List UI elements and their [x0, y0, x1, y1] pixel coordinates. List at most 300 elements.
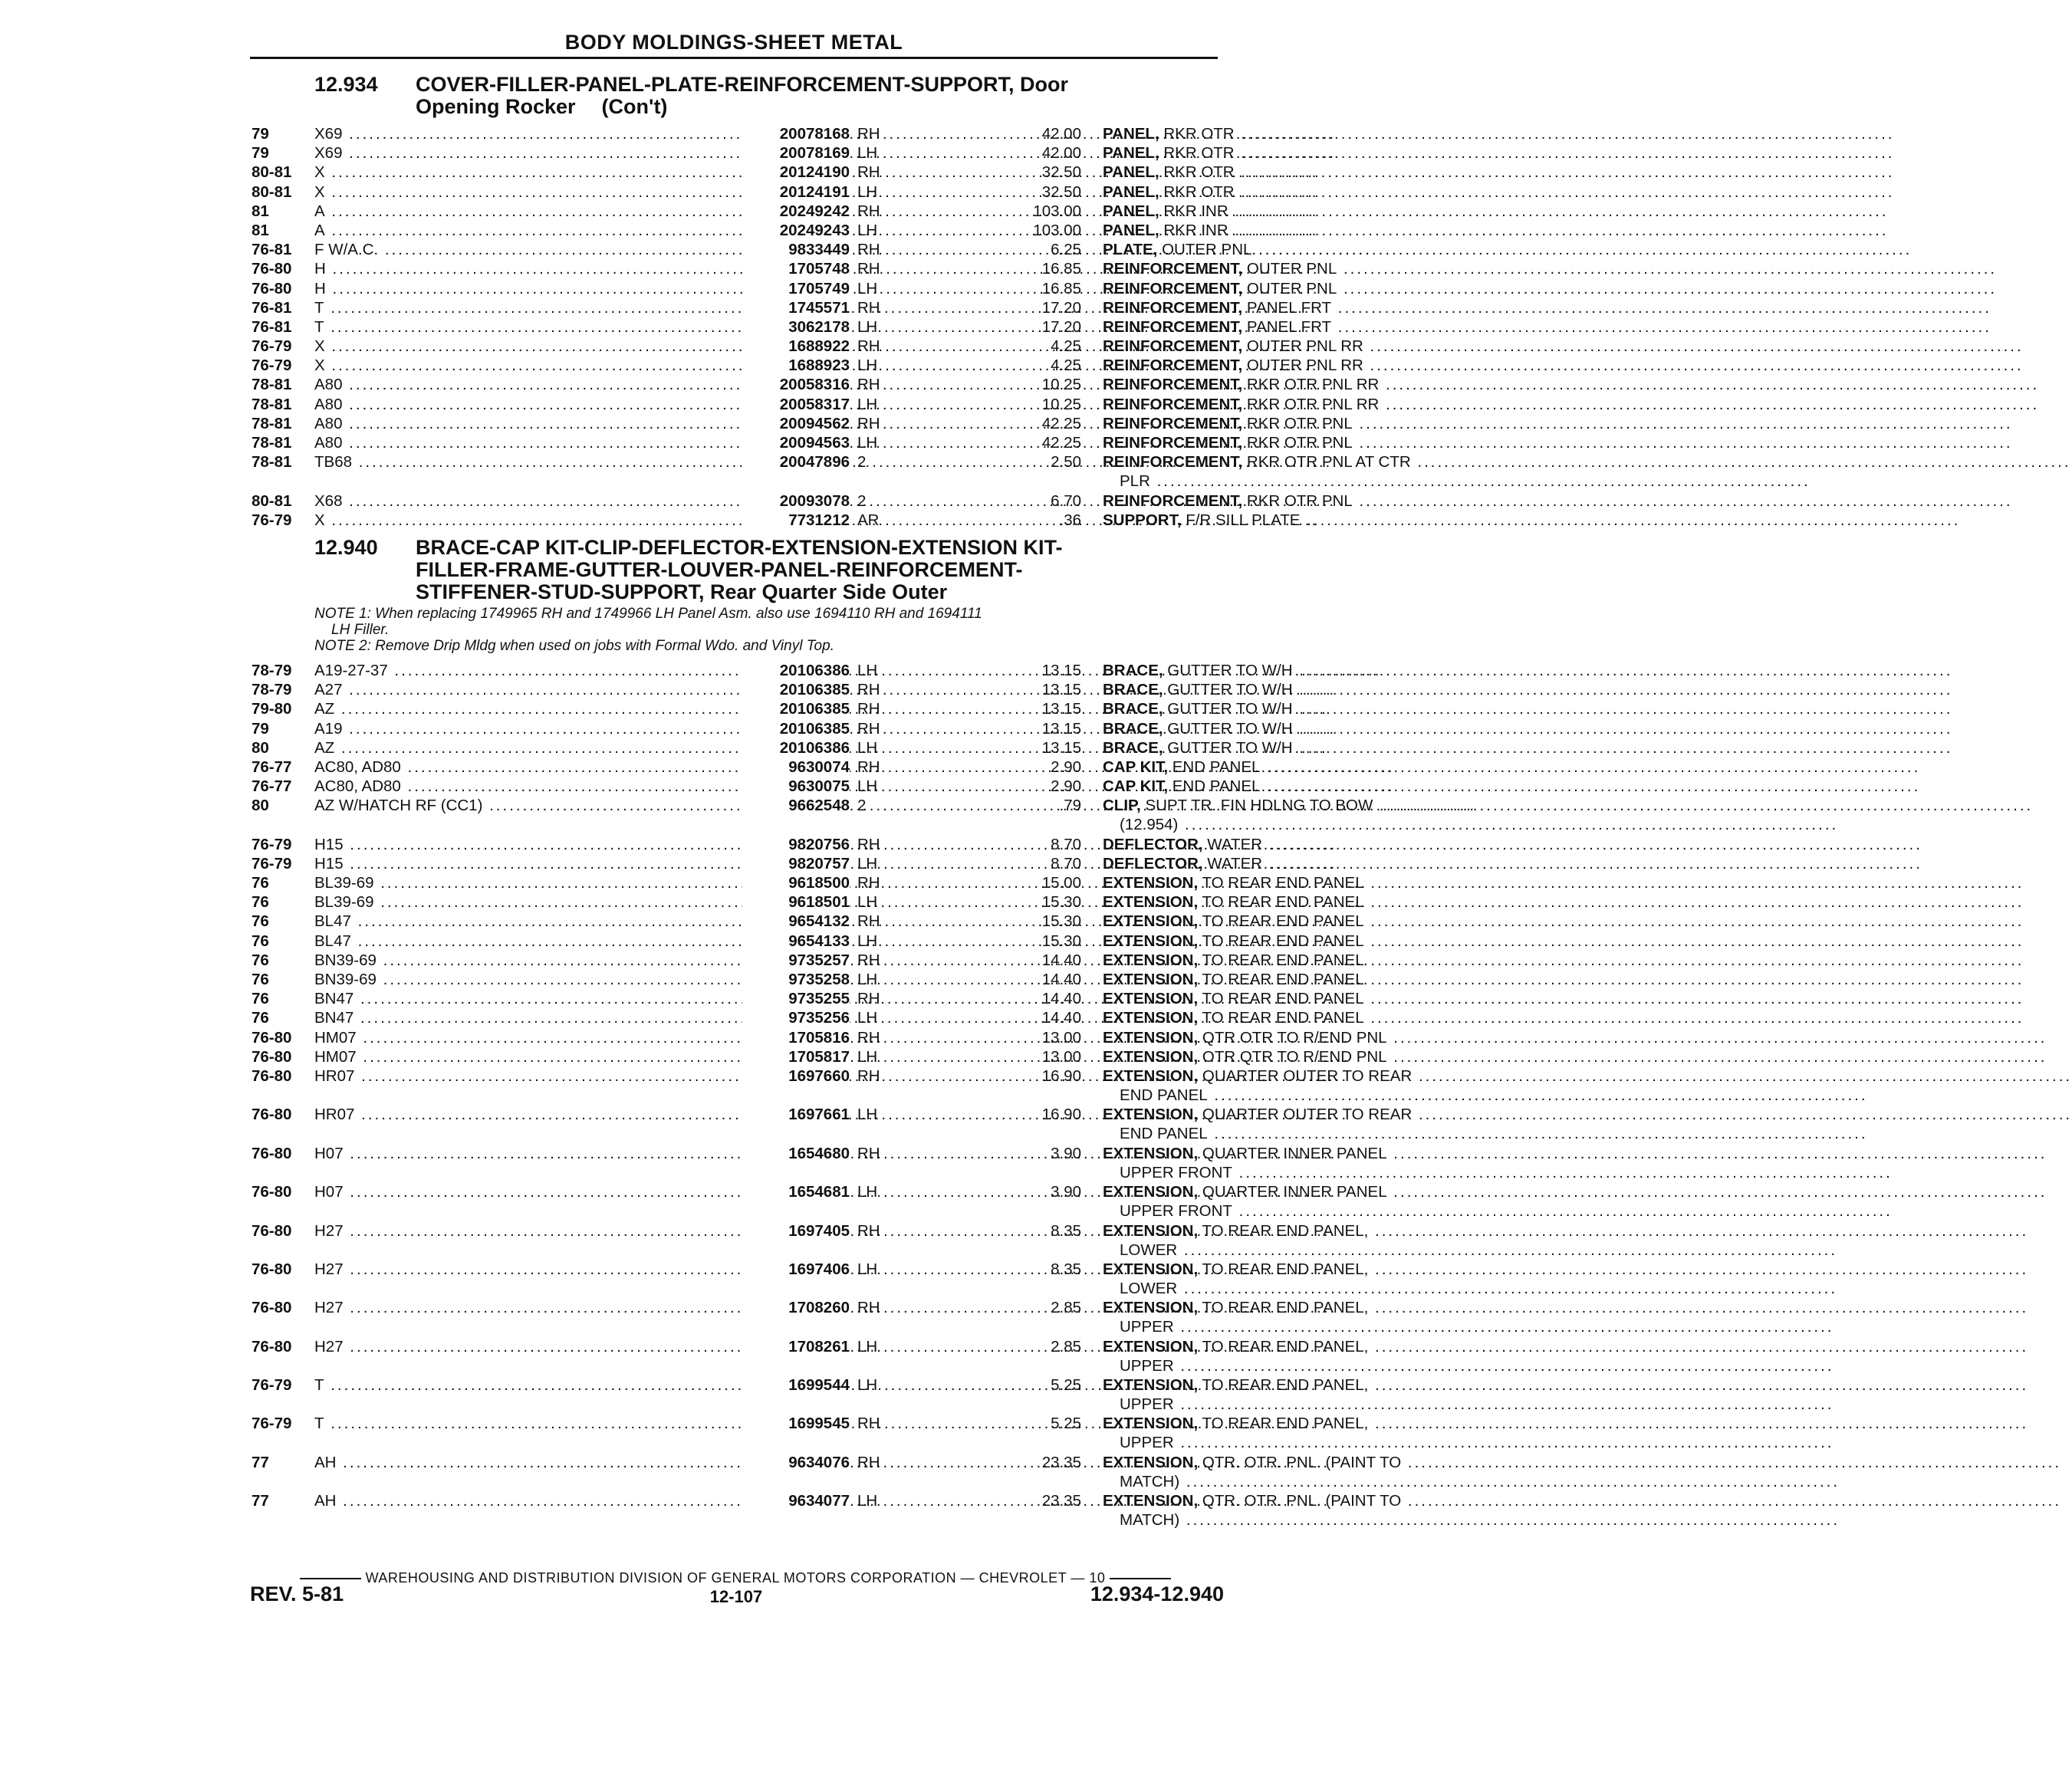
description-text: TO REAR END PANEL,	[1198, 1337, 1369, 1356]
description-line1	[1103, 758, 1920, 776]
description-line1	[1103, 376, 2039, 393]
description-keyword: PANEL,	[1103, 221, 1159, 239]
model-year: 76-80	[252, 1028, 292, 1047]
description-keyword: EXTENSION,	[1103, 1028, 1199, 1047]
description-text: QUARTER INNER PANEL	[1198, 1144, 1387, 1162]
description-keyword: PANEL,	[1103, 163, 1159, 182]
description-line1	[1103, 1492, 2061, 1510]
description-keyword: CAP KIT,	[1103, 757, 1169, 776]
part-number: 1688922	[742, 337, 850, 356]
part-row	[252, 356, 1363, 375]
part-row	[252, 433, 1353, 452]
section-number: 12.940	[314, 536, 378, 559]
model-code: X .....	[314, 356, 836, 375]
description-keyword: SUPPORT,	[1103, 511, 1182, 529]
model-code: H07 .....	[314, 1144, 836, 1163]
description-text: TO REAR END PANEL,	[1198, 1221, 1369, 1240]
part-number: 7731212	[742, 511, 850, 530]
section-title-line2-text: Opening Rocker	[416, 95, 576, 118]
model-code: BL39-69 .....	[314, 892, 836, 912]
part-number: 20058317	[742, 395, 850, 414]
description-keyword: REINFORCEMENT,	[1103, 453, 1243, 472]
section-title-line3-sub: Rear Quarter Side Outer	[704, 580, 948, 603]
price: 5.25	[1051, 1376, 1081, 1395]
part-row	[252, 738, 1293, 757]
price: 15.00	[1041, 874, 1081, 892]
description-text: RKR OTR	[1159, 163, 1235, 182]
model-code: H .....	[314, 279, 836, 298]
description-line1	[1103, 662, 1952, 679]
description-text: TO REAR END PANEL,	[1198, 1260, 1369, 1278]
parts-list-12-940	[252, 661, 1413, 1530]
price: 8.35	[1051, 1260, 1081, 1278]
description	[1103, 873, 1478, 892]
part-row	[252, 259, 1337, 278]
description	[1103, 143, 1478, 163]
section-title	[416, 537, 1221, 603]
model-year: 78-79	[252, 662, 292, 679]
part-row	[252, 414, 1353, 433]
quantity: LH	[857, 1260, 878, 1278]
part-row	[252, 1298, 1369, 1336]
model-year: 76-79	[252, 337, 292, 356]
price: 42.00	[1041, 125, 1081, 143]
part-number: 20094562	[742, 414, 850, 433]
description	[1103, 989, 1478, 1008]
description-keyword: PANEL,	[1103, 125, 1159, 143]
section-title-line1: BRACE-CAP KIT-CLIP-DEFLECTOR-EXTENSION-EXTENSION KIT-	[416, 536, 1063, 559]
part-number: 1654681	[742, 1182, 850, 1201]
part-number: 20106385	[742, 699, 850, 718]
description-keyword: EXTENSION,	[1103, 1337, 1199, 1356]
description	[1103, 1414, 1478, 1452]
model-code: HM07 .....	[314, 1028, 836, 1047]
model-code: A .....	[314, 202, 836, 221]
description-line1	[1103, 1183, 2047, 1201]
description	[1103, 452, 1478, 491]
price: 14.40	[1041, 971, 1081, 989]
description-line1	[1103, 1106, 2072, 1123]
price: 23.35	[1041, 1453, 1081, 1471]
part-number: 1705748	[742, 259, 850, 278]
description-text: RKR OTR PNL RR	[1242, 395, 1380, 413]
section-number: 12.934	[314, 73, 378, 96]
description-line1	[1103, 415, 2013, 432]
description-text: TO REAR END PANEL,	[1198, 1299, 1369, 1317]
description-line2: UPPER FRONT .....	[1120, 1201, 1480, 1221]
model-year: 76-81	[252, 298, 292, 317]
part-row	[252, 1453, 1402, 1491]
model-code: X .....	[314, 163, 836, 182]
description-line1	[1103, 357, 2024, 374]
description-text: RKR OTR PNL AT CTR	[1242, 453, 1411, 472]
model-code: BL47 .....	[314, 932, 836, 951]
description-text: OUTER PNL	[1242, 279, 1337, 297]
part-number: 1697660	[742, 1066, 850, 1086]
description	[1103, 1453, 1478, 1490]
description-text: RKR OTR	[1159, 125, 1235, 143]
model-code: X69 .....	[314, 143, 836, 163]
model-code: X .....	[314, 511, 836, 530]
description-text: QUARTER OUTER TO REAR	[1198, 1066, 1413, 1085]
quantity: LH	[857, 738, 878, 757]
part-number: 1708260	[742, 1298, 850, 1317]
quantity: 2	[857, 797, 867, 815]
model-code: AZ .....	[314, 699, 836, 718]
model-year: 76-80	[252, 1337, 292, 1356]
part-number: 1705749	[742, 279, 850, 298]
description-line2: UPPER .....	[1120, 1433, 1480, 1452]
part-row	[252, 1260, 1369, 1298]
quantity: RH	[857, 719, 880, 738]
description	[1103, 854, 1478, 873]
part-row	[252, 892, 1364, 912]
model-code: A27 .....	[314, 680, 836, 699]
model-code: T .....	[314, 317, 836, 337]
description	[1103, 182, 1478, 202]
description	[1103, 240, 1478, 259]
model-year: 76-80	[252, 1047, 292, 1066]
part-number: 9634077	[742, 1491, 850, 1510]
quantity: LH	[857, 1009, 878, 1027]
model-code: AC80, AD80 .....	[314, 757, 836, 777]
description-line1	[1103, 893, 2024, 911]
part-row	[252, 989, 1364, 1008]
quantity: RH	[857, 1221, 880, 1240]
model-code: H15 .....	[314, 854, 836, 873]
price: 17.20	[1041, 298, 1081, 317]
part-number: 1697406	[742, 1260, 850, 1279]
description-text: WATER	[1202, 854, 1263, 872]
description-keyword: REINFORCEMENT,	[1103, 434, 1243, 452]
description	[1103, 202, 1478, 221]
description	[1103, 970, 1478, 989]
model-year: 76-80	[252, 279, 292, 297]
model-year: 80-81	[252, 491, 292, 510]
model-year: 76-79	[252, 854, 292, 872]
model-code: A80 .....	[314, 414, 836, 433]
part-number: 20106386	[742, 661, 850, 680]
model-code: HR07 .....	[314, 1105, 836, 1124]
model-year: 80-81	[252, 163, 292, 182]
description-line1	[1103, 1067, 2072, 1085]
model-year: 79	[252, 144, 269, 163]
description-line1	[1103, 280, 1997, 297]
description-text: QTR. OTR. PNL. (PAINT TO	[1198, 1492, 1402, 1510]
description	[1103, 1298, 1478, 1336]
model-code: F W/A.C. .....	[314, 240, 836, 259]
quantity: LH	[857, 893, 878, 912]
description	[1103, 1260, 1478, 1297]
part-row	[252, 1414, 1369, 1452]
description	[1103, 912, 1478, 931]
description-line2: END PANEL .....	[1120, 1086, 1480, 1105]
part-number: 20106385	[742, 680, 850, 699]
part-number: 20124191	[742, 182, 850, 202]
price: 103.00	[1033, 202, 1081, 220]
model-year: 76-80	[252, 1221, 292, 1240]
description-keyword: BRACE,	[1103, 738, 1163, 757]
model-code: A80 .....	[314, 375, 836, 394]
part-row	[252, 699, 1293, 718]
description-keyword: REINFORCEMENT,	[1103, 491, 1243, 510]
description	[1103, 163, 1478, 182]
description-line2: (12.954) .....	[1120, 815, 1480, 834]
description-text: GUTTER TO W/H	[1163, 719, 1293, 738]
description-text: TO REAR END PANEL	[1198, 912, 1364, 931]
description	[1103, 1066, 1478, 1104]
part-row	[252, 1221, 1369, 1260]
description	[1103, 1105, 1478, 1143]
footer-division: WAREHOUSING AND DISTRIBUTION DIVISION OF GENERAL MOTORS CORPORATION — CHEVROLET — 10	[365, 1570, 1106, 1586]
model-code: X .....	[314, 337, 836, 356]
part-row	[252, 777, 1261, 796]
model-code: AC80, AD80 .....	[314, 777, 836, 796]
description	[1103, 298, 1478, 317]
price: 16.90	[1041, 1106, 1081, 1124]
quantity: LH	[857, 932, 878, 950]
quantity: RH	[857, 700, 880, 718]
description-line1	[1103, 1029, 2047, 1047]
model-code: H27 .....	[314, 1337, 836, 1356]
quantity: RH	[857, 241, 880, 259]
model-code: H27 .....	[314, 1221, 836, 1241]
part-row	[252, 1337, 1369, 1375]
price: 13.00	[1041, 1028, 1081, 1047]
model-code: AH .....	[314, 1491, 836, 1510]
description-line1	[1103, 299, 1991, 317]
model-year: 76-79	[252, 835, 292, 853]
footer-rule-right	[1110, 1578, 1171, 1579]
quantity: LH	[857, 279, 878, 297]
section-title-line1: COVER-FILLER-PANEL-PLATE-REINFORCEMENT-SUPPORT, Door	[416, 73, 1068, 96]
description-line1	[1103, 396, 2039, 413]
price: 13.00	[1041, 1047, 1081, 1066]
description-line1	[1103, 1454, 2061, 1471]
model-year: 78-81	[252, 434, 292, 452]
price: 2.85	[1051, 1299, 1081, 1317]
description-text: TO REAR END PANEL,	[1198, 1376, 1369, 1395]
model-code: BN47 .....	[314, 989, 836, 1008]
price: 2.85	[1051, 1337, 1081, 1356]
description-line1	[1103, 932, 2024, 950]
description-text: OUTER PNL	[1157, 241, 1252, 259]
description	[1103, 1182, 1478, 1221]
part-row	[252, 240, 1252, 259]
model-year: 76	[252, 990, 269, 1008]
description-text: OUTER PNL RR	[1242, 357, 1363, 375]
price: 32.50	[1041, 163, 1081, 182]
part-number: 1654680	[742, 1144, 850, 1163]
price: 4.25	[1051, 337, 1081, 356]
price: 13.15	[1041, 662, 1081, 679]
description-text: GUTTER TO W/H	[1163, 738, 1293, 757]
page-number: 12-107	[709, 1587, 763, 1606]
part-row	[252, 1008, 1364, 1027]
description-text: TO REAR END PANEL	[1198, 971, 1364, 989]
part-number: 1697405	[742, 1221, 850, 1241]
description-line1	[1103, 337, 2024, 355]
description-keyword: REINFORCEMENT,	[1103, 376, 1243, 394]
part-row	[252, 202, 1228, 221]
part-number: 1688923	[742, 356, 850, 375]
description-line1	[1103, 1299, 2028, 1316]
part-row	[252, 1105, 1413, 1143]
description-keyword: PLATE,	[1103, 241, 1158, 259]
description-text: PANEL FRT	[1242, 317, 1332, 336]
model-code: H .....	[314, 259, 836, 278]
price: 14.40	[1041, 951, 1081, 969]
part-row	[252, 124, 1235, 143]
description-line1	[1103, 681, 1952, 698]
model-code: A80 .....	[314, 433, 836, 452]
description-keyword: DEFLECTOR,	[1103, 835, 1203, 853]
price: 42.25	[1041, 434, 1081, 452]
description-keyword: EXTENSION,	[1103, 1144, 1199, 1162]
description-keyword: EXTENSION,	[1103, 1453, 1199, 1471]
quantity: RH	[857, 1453, 880, 1471]
description-line1	[1103, 990, 2024, 1007]
model-year: 78-79	[252, 681, 292, 699]
part-number: 1697661	[742, 1105, 850, 1124]
description	[1103, 259, 1478, 278]
model-code: BL47 .....	[314, 912, 836, 931]
description-line1	[1103, 260, 1997, 278]
model-year: 79	[252, 125, 269, 143]
quantity: LH	[857, 1337, 878, 1356]
description-line1	[1103, 1338, 2028, 1356]
part-row	[252, 1144, 1387, 1182]
description-line1	[1103, 144, 1894, 162]
model-year: 76-77	[252, 757, 292, 776]
model-year: 76-81	[252, 241, 292, 259]
description-text: TO REAR END PANEL,	[1198, 1415, 1369, 1433]
part-row	[252, 854, 1263, 873]
price: 15.30	[1041, 932, 1081, 950]
model-year: 79	[252, 719, 269, 738]
model-year: 78-81	[252, 376, 292, 394]
description-keyword: EXTENSION,	[1103, 990, 1199, 1008]
part-row	[252, 680, 1293, 699]
description-keyword: REINFORCEMENT,	[1103, 260, 1243, 278]
description-keyword: EXTENSION,	[1103, 932, 1199, 950]
price: .79	[1059, 797, 1081, 815]
description	[1103, 1028, 1478, 1047]
model-year: 76-80	[252, 260, 292, 278]
description-line2: UPPER .....	[1120, 1395, 1480, 1414]
part-number: 9618500	[742, 873, 850, 892]
quantity: LH	[857, 971, 878, 989]
quantity: RH	[857, 1144, 880, 1162]
part-number: 1699545	[742, 1414, 850, 1433]
model-code: H27 .....	[314, 1298, 836, 1317]
model-year: 80	[252, 738, 269, 757]
model-year: 80-81	[252, 182, 292, 201]
description-text: GUTTER TO W/H	[1163, 662, 1293, 679]
part-number: 20078168	[742, 124, 850, 143]
model-year: 76	[252, 912, 269, 931]
model-year: 78-81	[252, 453, 292, 472]
part-row	[252, 719, 1293, 738]
quantity: LH	[857, 1376, 878, 1395]
description-text: TO REAR END PANEL	[1198, 932, 1364, 950]
quantity: RH	[857, 1415, 880, 1433]
model-year: 76-79	[252, 1376, 292, 1395]
description-text: WATER	[1202, 835, 1263, 853]
price: 103.00	[1033, 221, 1081, 239]
quantity: LH	[857, 434, 878, 452]
description-text: TO REAR END PANEL	[1198, 951, 1364, 969]
description-line1	[1103, 874, 2024, 892]
model-year: 76-80	[252, 1183, 292, 1201]
part-row	[252, 317, 1332, 337]
part-row	[252, 951, 1364, 970]
price: 6.25	[1051, 241, 1081, 259]
part-row	[252, 1066, 1413, 1105]
description-keyword: REINFORCEMENT,	[1103, 298, 1243, 317]
model-code: X68 .....	[314, 491, 836, 511]
section-notes	[314, 606, 1227, 654]
description-text: PANEL FRT	[1242, 298, 1332, 317]
quantity: LH	[857, 777, 878, 796]
model-code: AZ .....	[314, 738, 836, 757]
description-keyword: EXTENSION,	[1103, 1106, 1199, 1124]
description-line1	[1103, 163, 1894, 181]
description-keyword: PANEL,	[1103, 144, 1159, 163]
description	[1103, 932, 1478, 951]
model-year: 76	[252, 971, 269, 989]
model-code: BL39-69 .....	[314, 873, 836, 892]
description-line1	[1103, 453, 2071, 471]
part-number: 9634076	[742, 1453, 850, 1472]
description-text: TO REAR END PANEL	[1198, 1009, 1364, 1027]
model-code: AZ W/HATCH RF (CC1) .....	[314, 796, 836, 815]
description-line2: LOWER .....	[1120, 1279, 1480, 1298]
quantity: 2	[857, 453, 867, 472]
part-number: 9735255	[742, 989, 850, 1008]
description-keyword: REINFORCEMENT,	[1103, 279, 1243, 297]
description-line1	[1103, 202, 1889, 220]
model-year: 76-80	[252, 1066, 292, 1085]
description-keyword: EXTENSION,	[1103, 1221, 1199, 1240]
quantity: LH	[857, 357, 878, 375]
description-keyword: PANEL,	[1103, 182, 1159, 201]
quantity: RH	[857, 1028, 880, 1047]
model-year: 76-80	[252, 1106, 292, 1124]
part-number: 20249243	[742, 221, 850, 240]
description-keyword: CLIP,	[1103, 797, 1141, 815]
description	[1103, 414, 1478, 433]
model-code: HR07 .....	[314, 1066, 836, 1086]
footer-division-line	[252, 1570, 1219, 1586]
description	[1103, 279, 1478, 298]
quantity: RH	[857, 260, 880, 278]
description-line1	[1103, 318, 1991, 336]
quantity: RH	[857, 990, 880, 1008]
part-number: 20078169	[742, 143, 850, 163]
quantity: 2	[857, 491, 867, 510]
price: 10.25	[1041, 395, 1081, 413]
part-row	[252, 1375, 1369, 1414]
footer-rule-left	[300, 1578, 361, 1579]
part-row	[252, 163, 1235, 182]
description	[1103, 375, 1478, 394]
price: 23.35	[1041, 1492, 1081, 1510]
part-number: 9654132	[742, 912, 850, 931]
description-text: QUARTER OUTER TO REAR	[1198, 1106, 1413, 1124]
description-keyword: EXTENSION,	[1103, 874, 1199, 892]
description	[1103, 680, 1478, 699]
